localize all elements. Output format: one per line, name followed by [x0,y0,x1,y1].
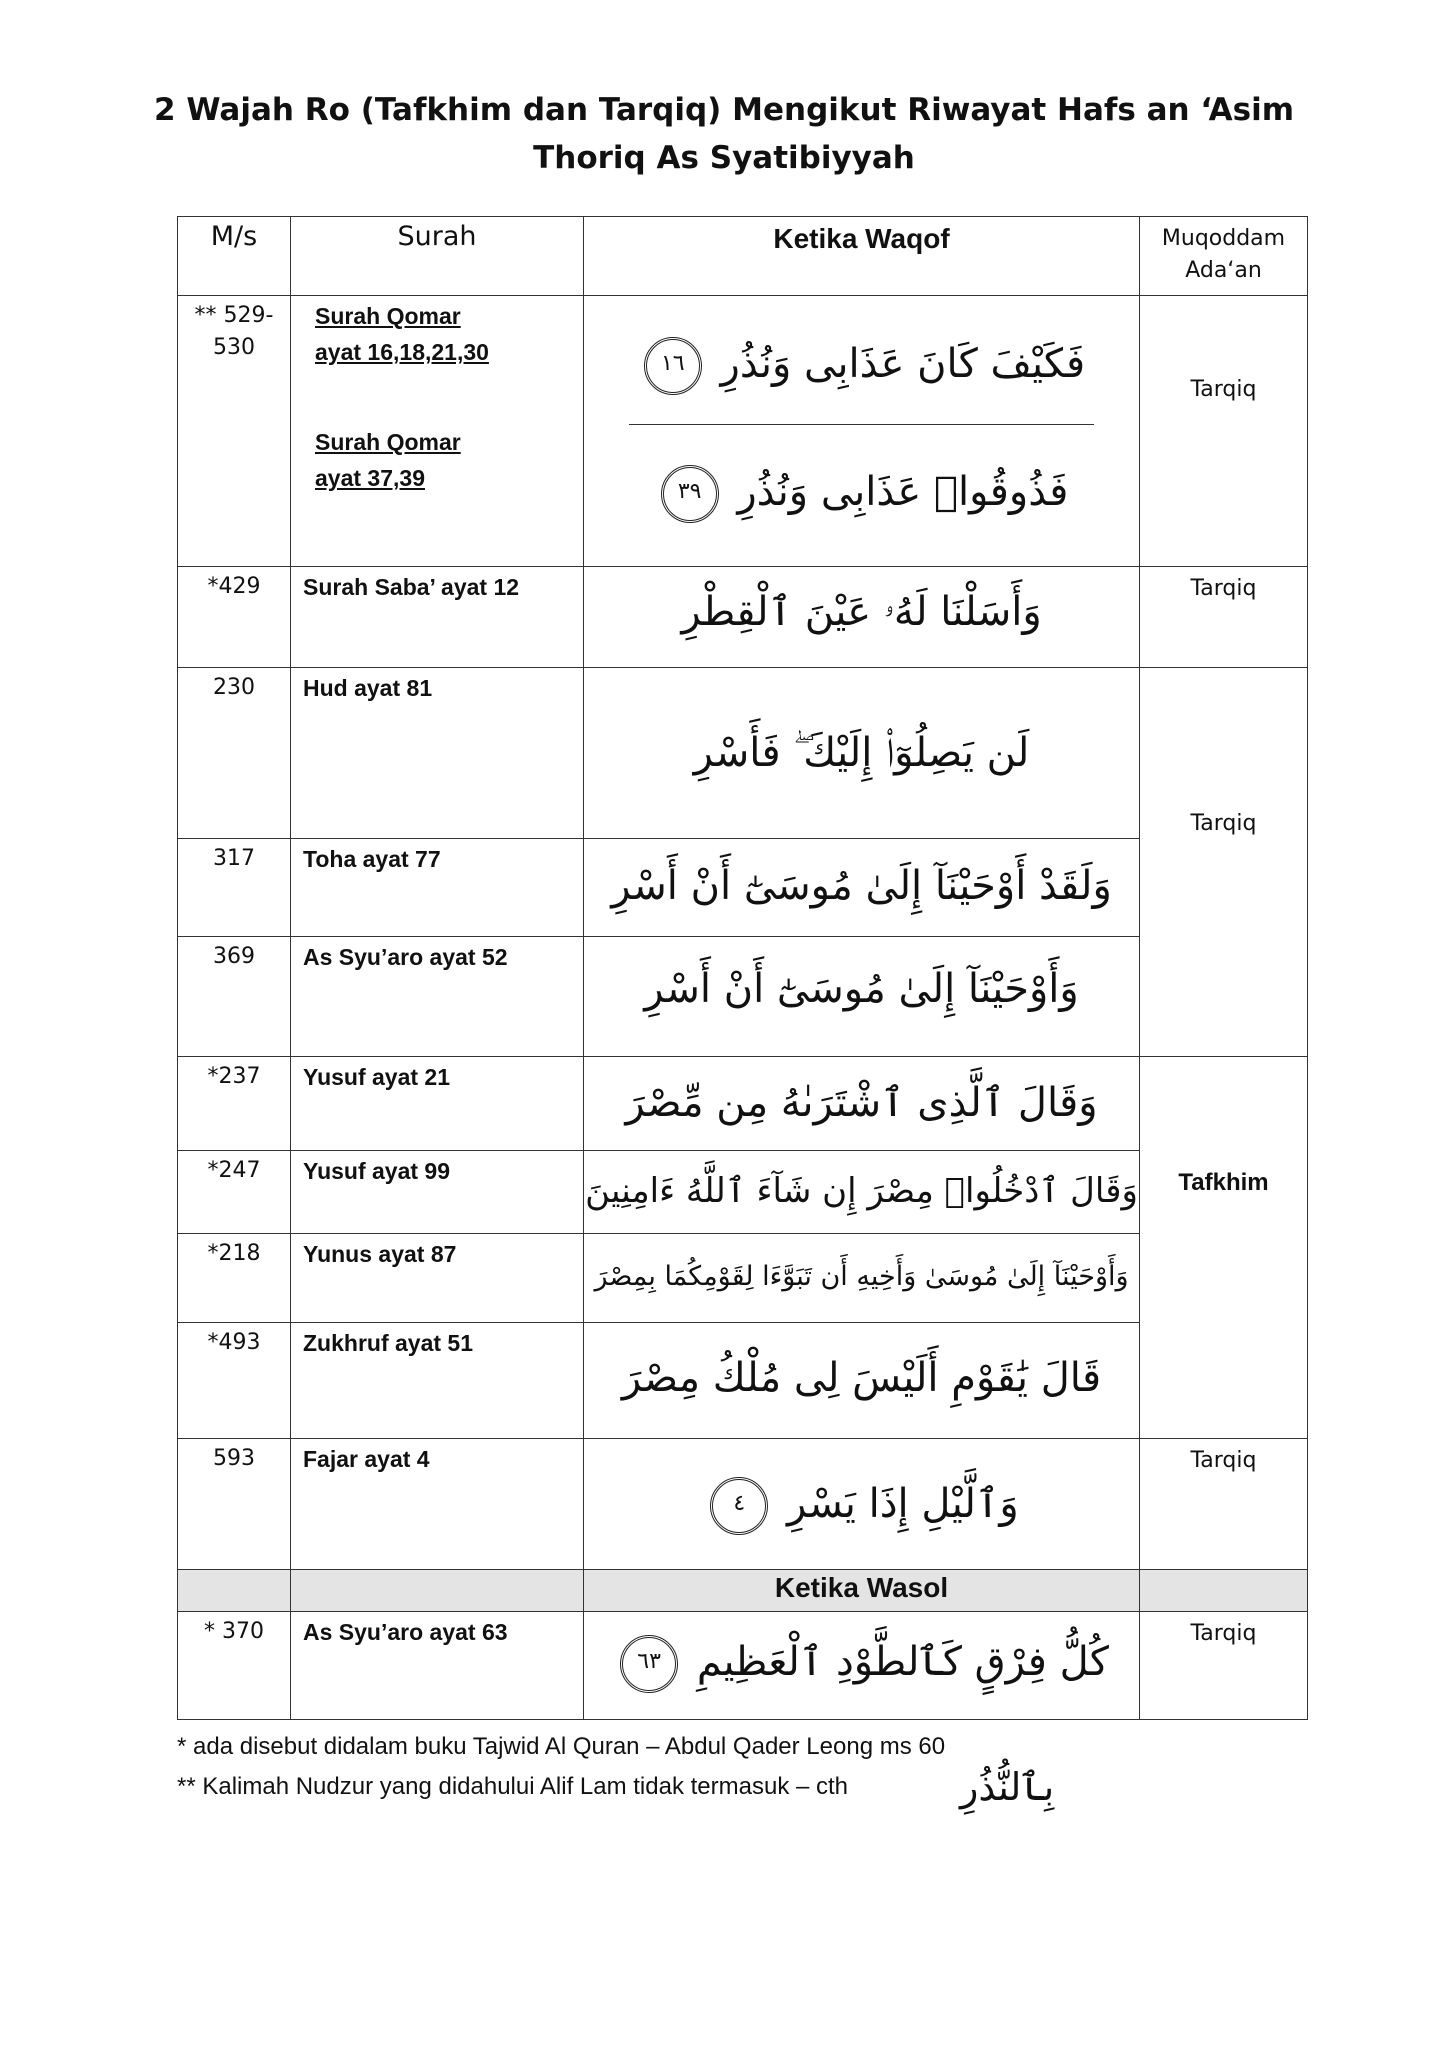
title-line-1: 2 Wajah Ro (Tafkhim dan Tarqiq) Mengikut Riwayat Hafs an ‘Asim [153,92,1295,128]
header-waqof: Ketika Waqof [584,217,1140,296]
table-row [178,668,1308,839]
surah-label: ayat 37,39 [315,465,425,491]
ra-table [177,216,1308,1720]
header-muqoddam [1140,217,1308,296]
header-muqoddam-1: Muqoddam [1161,226,1286,251]
ms-cell: *493 [178,1323,291,1439]
arabic-verse: وَأَسَلْنَا لَهُۥ عَيْنَ ٱلْقِطْرِ [584,567,1140,668]
ms-cell: *429 [178,567,291,668]
arabic-verse: وَقَالَ ٱلَّذِى ٱشْتَرَىٰهُ مِن مِّصْرَ [584,1057,1140,1151]
header-row [178,217,1308,296]
ayah-number-marker: ٦٣ [620,1635,678,1693]
document-title [0,86,1448,182]
surah-cell: Yunus ayat 87 [291,1234,584,1323]
ms-cell: ** 529- 530 [178,296,291,567]
table-row [178,1151,1308,1234]
surah-cell: Hud ayat 81 [291,668,584,839]
muqoddam-cell: Tarqiq [1140,296,1308,567]
ms-cell: 317 [178,839,291,937]
surah-cell: Zukhruf ayat 51 [291,1323,584,1439]
arabic-verse: فَذُوقُوا۟ عَذَابِى وَنُذُرِ [737,469,1069,515]
table-row [178,567,1308,668]
ms-cell: *218 [178,1234,291,1323]
surah-cell: Toha ayat 77 [291,839,584,937]
muqoddam-cell: Tarqiq [1140,1439,1308,1570]
table-row [178,1234,1308,1323]
table-row [178,1439,1308,1570]
header-surah: Surah [291,217,584,296]
arabic-cell [584,1439,1140,1570]
header-muqoddam-2: Ada‘an [1185,258,1262,283]
muqoddam-cell: Tarqiq [1140,567,1308,668]
ms-cell: *237 [178,1057,291,1151]
arabic-verse: لَن يَصِلُوٓا۟ إِلَيْكَ ۖ فَأَسْرِ [584,668,1140,839]
ayah-number-marker: ٤ [710,1477,768,1535]
footnote-1: * ada disebut didalam buku Tajwid Al Quran – Abdul Qader Leong ms 60 [177,1733,946,1760]
ms-cell: * 370 [178,1612,291,1720]
table-row [178,839,1308,937]
arabic-verse: وَقَالَ ٱدْخُلُوا۟ مِصْرَ إِن شَآءَ ٱللَّهُ ءَامِنِينَ [584,1151,1140,1234]
table-row [178,1057,1308,1151]
header-wasol: Ketika Wasol [584,1570,1140,1612]
surah-cell: As Syu’aro ayat 63 [291,1612,584,1720]
muqoddam-cell: Tarqiq [1140,1612,1308,1720]
arabic-verse: وَٱلَّيْلِ إِذَا يَسْرِ [787,1481,1019,1527]
ayah-number-marker: ١٦ [644,337,702,395]
arabic-verse: قَالَ يَٰقَوْمِ أَلَيْسَ لِى مُلْكُ مِصْرَ [584,1323,1140,1439]
muqoddam-cell: Tafkhim [1140,1057,1308,1439]
table-row [178,1612,1308,1720]
table-row [178,937,1308,1057]
arabic-verse: وَلَقَدْ أَوْحَيْنَآ إِلَىٰ مُوسَىٰٓ أَنْ أَسْرِ [584,839,1140,937]
muqoddam-cell: Tarqiq [1140,668,1308,1057]
surah-cell: Surah Saba’ ayat 12 [291,567,584,668]
ms-cell: *247 [178,1151,291,1234]
ayah-number-marker: ٣٩ [661,465,719,523]
arabic-cell [584,1612,1140,1720]
surah-cell: Fajar ayat 4 [291,1439,584,1570]
table-row [178,296,1308,567]
arabic-verse: كُلُّ فِرْقٍ كَٱلطَّوْدِ ٱلْعَظِيمِ [696,1639,1109,1685]
surah-cell [291,296,584,567]
ms-cell: 593 [178,1439,291,1570]
surah-cell: Yusuf ayat 99 [291,1151,584,1234]
arabic-verse: فَكَيْفَ كَانَ عَذَابِى وَنُذُرِ [720,341,1086,387]
surah-label: Surah Qomar [315,303,461,329]
ms-cell: 369 [178,937,291,1057]
footnote-2: ** Kalimah Nudzur yang didahului Alif Lam tidak termasuk – cth [177,1773,849,1800]
arabic-cell [584,296,1140,567]
ms-cell: 230 [178,668,291,839]
surah-cell: As Syu’aro ayat 52 [291,937,584,1057]
footnote-arabic-example: بِٱلنُّذُرِ [960,1765,1055,1809]
surah-label: Surah Qomar [315,429,461,455]
arabic-verse: وَأَوْحَيْنَآ إِلَىٰ مُوسَىٰ وَأَخِيهِ أَن تَبَوَّءَا لِقَوْمِكُمَا بِمِصْرَ [584,1234,1140,1323]
table-row [178,1323,1308,1439]
title-line-2: Thoriq As Syatibiyyah [533,140,915,176]
arabic-verse: وَأَوْحَيْنَآ إِلَىٰ مُوسَىٰٓ أَنْ أَسْرِ [584,937,1140,1057]
surah-label: ayat 16,18,21,30 [315,339,489,365]
wasol-header-row [178,1570,1308,1612]
header-ms: M/s [178,217,291,296]
surah-cell: Yusuf ayat 21 [291,1057,584,1151]
